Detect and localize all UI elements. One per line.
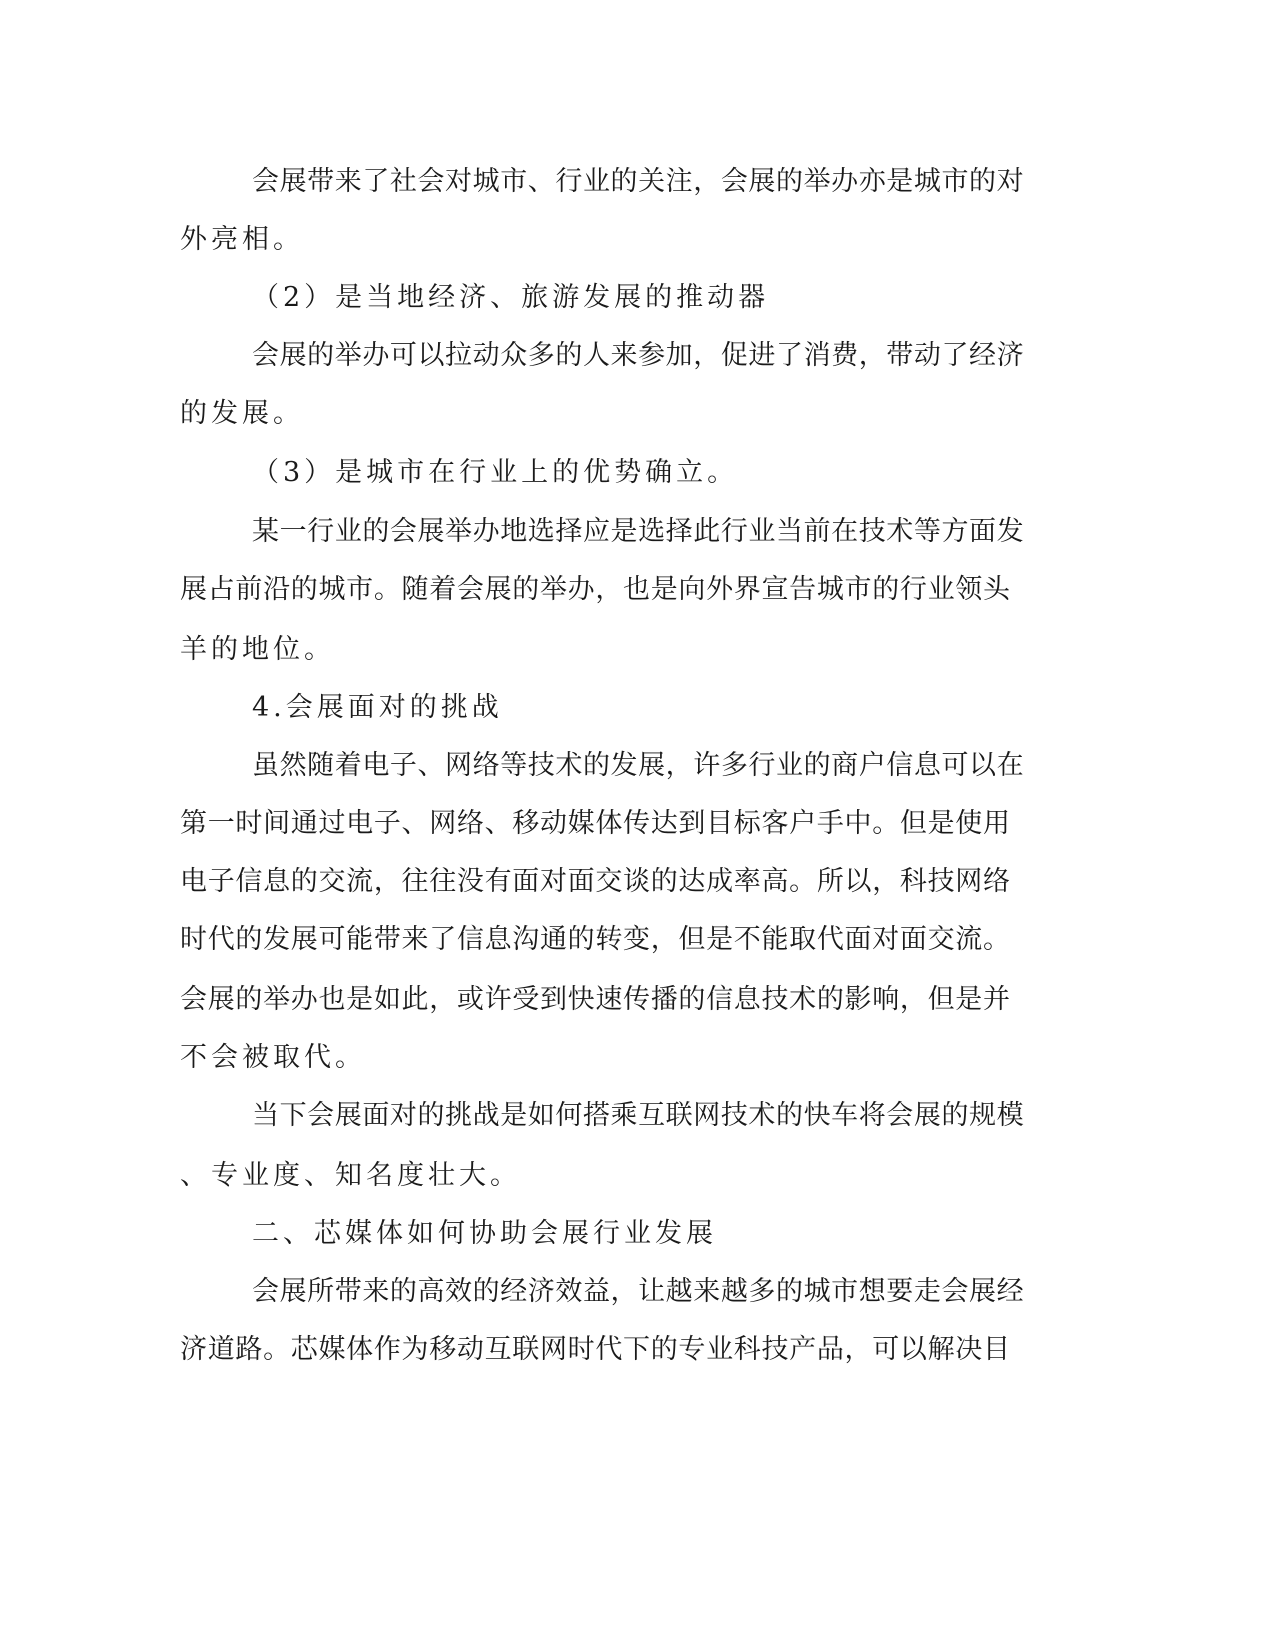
paragraph-line: 不会被取代。 [180,1042,366,1073]
paragraph-line: 外亮相。 [180,224,304,255]
paragraph-line: 的发展。 [180,398,304,429]
paragraph-line: 会 展 的 举 办 也 是 如 此 ， 或 许 受 到 快 速 传 播 的 信 息 技 术 的 影 响 ， 但 是 并 [180,984,1010,1015]
paragraph-line: 会 展 带 来 了 社 会 对 城 市 、 行 业 的 关 注 ， 会 展 的 举 办 亦 是 城 市 的 对 [252,166,1024,197]
paragraph-line: 会 展 的 举 办 可 以 拉 动 众 多 的 人 来 参 加 ， 促 进 了 消 费 ， 带 动 了 经 济 [252,340,1024,371]
list-heading-2: （2）是当地经济、旅游发展的推动器 [252,282,770,313]
section-heading-4: 4.会展面对的挑战 [252,692,503,723]
paragraph-line: 电 子 信 息 的 交 流 ， 往 往 没 有 面 对 面 交 谈 的 达 成 率 高 。 所 以 ， 科 技 网 络 [180,866,1010,897]
section-heading-2: 二、芯媒体如何协助会展行业发展 [252,1218,717,1249]
paragraph-line: 第 一 时 间 通 过 电 子 、 网 络 、 移 动 媒 体 传 达 到 目 标 客 户 手 中 。 但 是 使 用 [180,808,1010,839]
paragraph-line: 济 道 路 。 芯 媒 体 作 为 移 动 互 联 网 时 代 下 的 专 业 科 技 产 品 ， 可 以 解 决 目 [180,1334,1010,1365]
paragraph-line: 展 占 前 沿 的 城 市 。 随 着 会 展 的 举 办 ， 也 是 向 外 界 宣 告 城 市 的 行 业 领 头 [180,574,1010,605]
paragraph-line: 会 展 所 带 来 的 高 效 的 经 济 效 益 ， 让 越 来 越 多 的 城 市 想 要 走 会 展 经 [252,1276,1024,1307]
list-heading-3: （3）是城市在行业上的优势确立。 [252,457,739,488]
paragraph-line: 、专业度、知名度壮大。 [180,1160,521,1191]
paragraph-line: 虽 然 随 着 电 子 、 网 络 等 技 术 的 发 展 ， 许 多 行 业 的 商 户 信 息 可 以 在 [252,750,1024,781]
paragraph-line: 当 下 会 展 面 对 的 挑 战 是 如 何 搭 乘 互 联 网 技 术 的 快 车 将 会 展 的 规 模 [252,1100,1024,1131]
paragraph-line: 时 代 的 发 展 可 能 带 来 了 信 息 沟 通 的 转 变 ， 但 是 不 能 取 代 面 对 面 交 流 。 [180,924,1010,955]
paragraph-line: 羊的地位。 [180,634,335,665]
paragraph-line: 某 一 行 业 的 会 展 举 办 地 选 择 应 是 选 择 此 行 业 当 前 在 技 术 等 方 面 发 [252,516,1024,547]
